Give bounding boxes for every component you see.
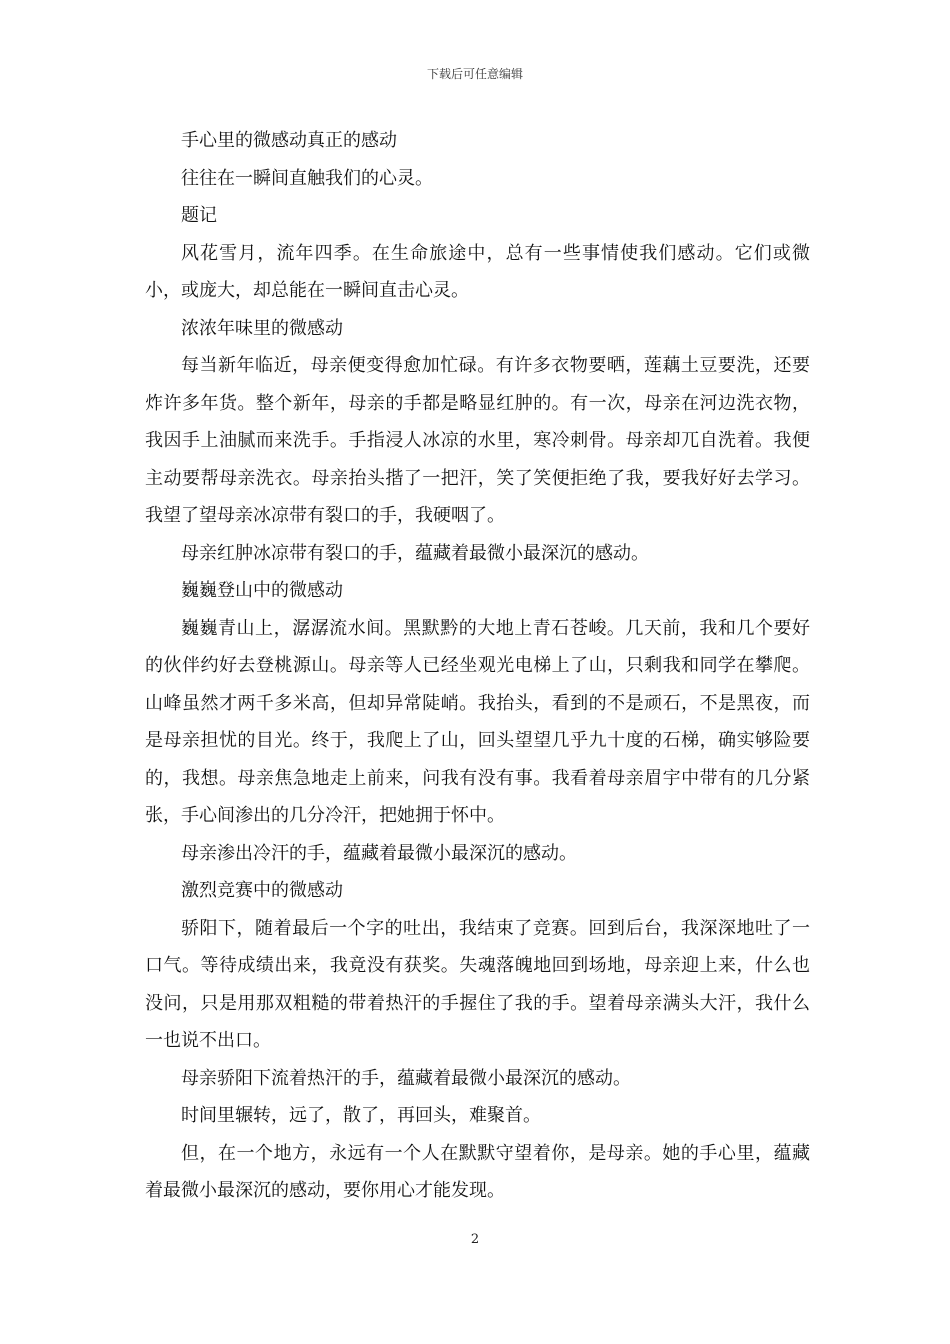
section-heading-competition: 激烈竞赛中的微感动 (181, 880, 343, 901)
section-heading-climbing: 巍巍登山中的微感动 (181, 580, 343, 601)
epigraph-line: 往往在一瞬间直触我们的心灵。 (181, 167, 433, 189)
body-paragraph-competition: 骄阳下，随着最后一个字的吐出，我结束了竞赛。回到后台，我深深地吐了一口气。等待成绩出来，我竟没有获奖。失魂落魄地回到场地，母亲迎上来，什么也没问，只是用那双粗糙的带着热汗的手握住了我的手。望着母亲满头大汗，我什么一也说不出口。 (145, 917, 810, 1051)
epigraph-label: 题记 (181, 205, 217, 226)
closing-paragraph: 但，在一个地方，永远有一个人在默默守望着你，是母亲。她的手心里，蕴藏着最微小最深沉的感动，要你用心才能发现。 (145, 1142, 810, 1201)
page-number: 2 (470, 1232, 480, 1247)
body-paragraph-new-year: 每当新年临近，母亲便变得愈加忙碌。有许多衣物要晒，莲藕土豆要洗，还要炸许多年货。整个新年，母亲的手都是略显红肿的。有一次，母亲在河边洗衣物，我因手上油腻而来洗手。手指浸人冰凉的水里，寒冷刺骨。母亲却兀自洗着。我便主动要帮母亲洗衣。母亲抬头揩了一把汗，笑了笑便拒绝了我，要我好好去学习。我望了望母亲冰凉带有裂口的手，我硬咽了。 (145, 355, 810, 526)
document-body (145, 122, 810, 1210)
summary-line-competition: 母亲骄阳下流着热汗的手，蕴藏着最微小最深沉的感动。 (181, 1067, 631, 1089)
summary-line-climbing: 母亲渗出冷汗的手，蕴藏着最微小最深沉的感动。 (181, 842, 577, 864)
essay-title-line: 手心里的微感动真正的感动 (181, 130, 397, 151)
summary-line-new-year: 母亲红肿冰凉带有裂口的手，蕴藏着最微小最深沉的感动。 (181, 542, 649, 564)
section-heading-new-year: 浓浓年味里的微感动 (181, 317, 343, 339)
closing-line: 时间里辗转，远了，散了，再回头，难聚首。 (181, 1105, 541, 1126)
page-header: 下载后可任意编辑 (426, 67, 523, 81)
intro-paragraph: 风花雪月，流年四季。在生命旅途中，总有一些事情使我们感动。它们或微小，或庞大，却总能在一瞬间直击心灵。 (145, 242, 810, 301)
body-paragraph-climbing: 巍巍青山上，潺潺流水间。黑默黔的大地上青石苍峻。几天前，我和几个要好的伙伴约好去登桃源山。母亲等人已经坐观光电梯上了山，只剩我和同学在攀爬。山峰虽然才两千多米高，但却异常陡峭。我抬头，看到的不是顽石，不是黑夜，而是母亲担忧的目光。终于，我爬上了山，回头望望几乎九十度的石梯，确实够险要的，我想。母亲焦急地走上前来，问我有没有事。我看着母亲眉宇中带有的几分紧张，手心间渗出的几分冷汗，把她拥于怀中。 (145, 617, 810, 826)
